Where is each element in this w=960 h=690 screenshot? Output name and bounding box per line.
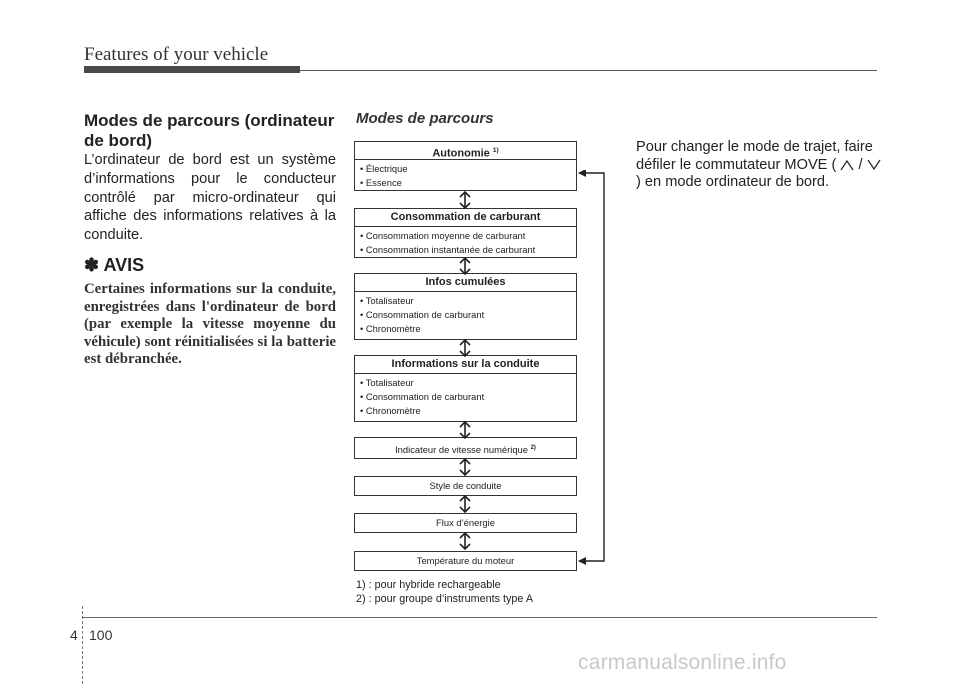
mode-box-title: Informations sur la conduite <box>391 358 540 370</box>
chevron-down-icon <box>867 159 881 171</box>
chapter-number: 4 <box>70 627 78 643</box>
double-arrow-icon <box>458 532 472 550</box>
mode-box-title <box>355 438 576 458</box>
avis-heading <box>84 255 144 276</box>
double-arrow-icon <box>458 421 472 439</box>
loop-arrow-icon <box>577 170 607 566</box>
move-switch-instruction <box>636 139 884 192</box>
list-item: • Totalisateur <box>360 295 414 306</box>
list-item: • Consommation de carburant <box>360 308 485 320</box>
mode-box-autonomie <box>354 141 577 191</box>
instruction-text-end: ) en mode ordinateur de bord. <box>636 174 830 191</box>
mode-box-label: Flux d’énergie <box>436 517 495 528</box>
double-arrow-icon <box>458 495 472 513</box>
list-item: • Essence <box>360 176 402 188</box>
diagram-title: Modes de parcours <box>356 110 494 127</box>
double-arrow-icon <box>458 191 472 209</box>
instruction-text: Pour changer le mode de trajet, faire défiler le commutateur MOVE ( <box>636 139 873 173</box>
mode-box-label: Température du moteur <box>416 555 515 566</box>
header-bar <box>84 66 300 73</box>
mode-box-indicateur-vitesse <box>354 437 577 459</box>
mode-box-title: Infos cumulées <box>425 276 506 288</box>
footnote-2: 2) : pour groupe d’instruments type A <box>356 593 534 605</box>
avis-label: AVIS <box>103 255 145 275</box>
mode-box-list <box>355 374 576 417</box>
mode-box-consommation <box>354 208 577 258</box>
list-item: • Consommation moyenne de carburant <box>360 230 526 241</box>
mode-box-style-conduite <box>354 476 577 496</box>
mode-box-infos-cumulees <box>354 273 577 340</box>
mode-box-list <box>355 227 576 257</box>
footnote-marker: 2) <box>530 445 536 451</box>
intro-paragraph: L’ordinateur de bord est un système d’informations pour le conducteur contrôlé par micro-ordinateur qui affiche des informations relatives à la conduite. <box>84 152 336 244</box>
avis-text: Certaines informations sur la conduite, enregistrées dans l'ordinateur de bord (par exemple la vitesse moyenne du véhicule) sont réinitialisées si la batterie est débranchée. <box>84 281 336 368</box>
mode-box-header <box>355 274 576 292</box>
running-header: Features of your vehicle <box>84 44 269 65</box>
mode-box-list <box>355 160 576 190</box>
double-arrow-icon <box>458 458 472 476</box>
list-item: • Consommation instantanée de carburant <box>360 243 536 255</box>
footer-rule <box>82 617 877 618</box>
list-item: • Chronomètre <box>360 404 421 416</box>
list-item: • Consommation de carburant <box>360 390 485 402</box>
double-arrow-icon <box>458 339 472 357</box>
asterisk-icon: ✽ <box>84 255 100 275</box>
mode-box-header <box>355 356 576 374</box>
mode-box-flux-energie <box>354 513 577 533</box>
chevron-up-icon <box>840 159 854 171</box>
chevron-separator: / <box>858 156 863 173</box>
footnote-1: 1) : pour hybride rechargeable <box>356 579 501 591</box>
page-number: 100 <box>89 627 113 643</box>
mode-box-title: Autonomie <box>432 147 490 160</box>
mode-box-header <box>355 209 576 227</box>
list-item: • Chronomètre <box>360 322 421 334</box>
footnote-marker: 1) <box>492 147 499 154</box>
header-rule <box>300 70 877 71</box>
list-item: • Totalisateur <box>360 377 414 388</box>
mode-box-temperature-moteur <box>354 551 577 571</box>
double-arrow-icon <box>458 257 472 275</box>
mode-box-header <box>355 142 576 160</box>
mode-box-list <box>355 292 576 335</box>
list-item: • Électrique <box>360 163 408 174</box>
mode-box-informations-conduite <box>354 355 577 422</box>
watermark: carmanualsonline.info <box>578 651 787 674</box>
mode-box-title: Consommation de carburant <box>390 211 541 223</box>
section-title: Modes de parcours (ordinateur de bord) <box>84 111 335 150</box>
mode-box-label: Style de conduite <box>429 480 502 491</box>
mode-box-label: Indicateur de vitesse numérique <box>395 444 528 456</box>
